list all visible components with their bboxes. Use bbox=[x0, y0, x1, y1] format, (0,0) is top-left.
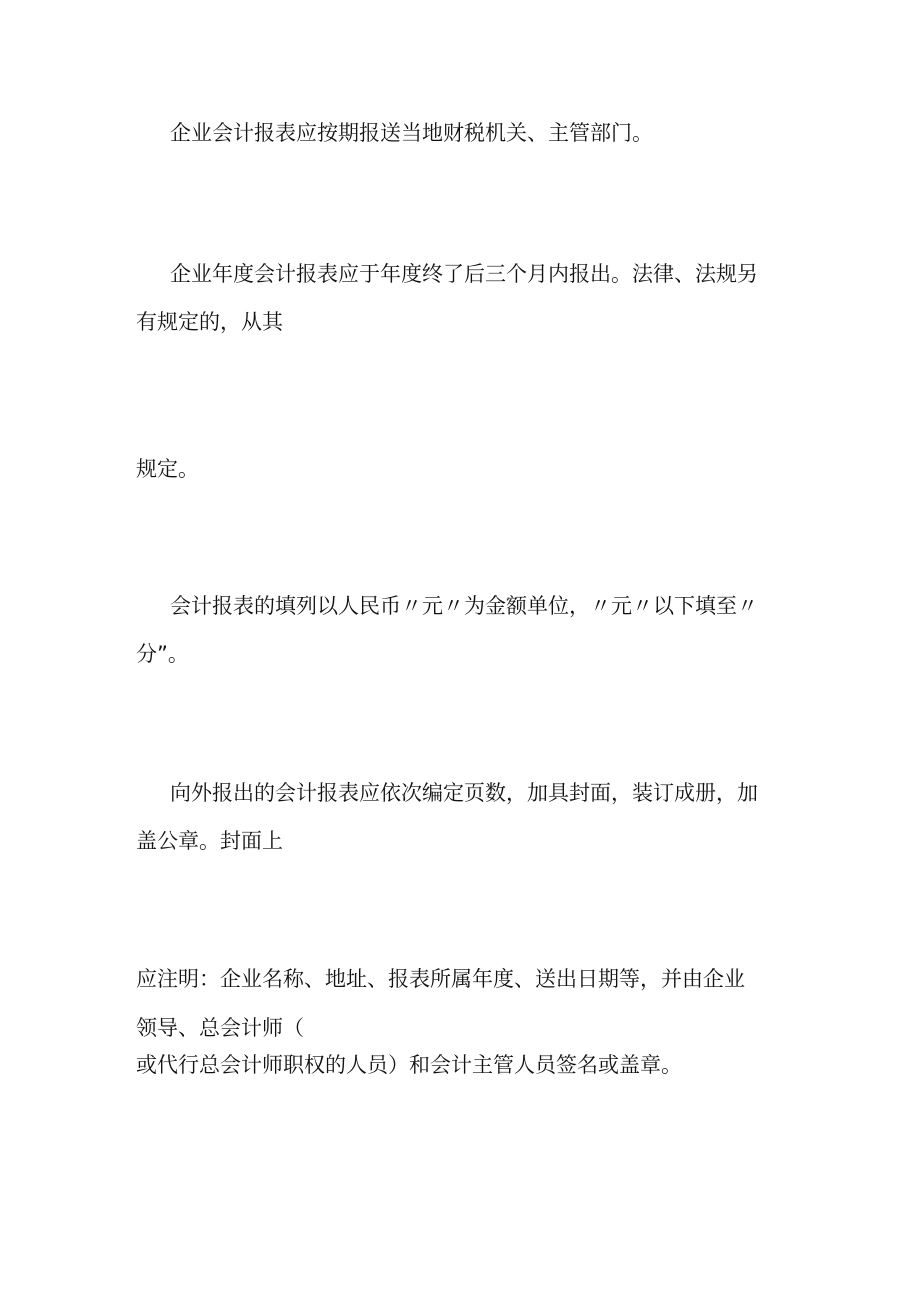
paragraph-6-line-3: 或代行总会计师职权的人员）和会计主管人员签名或盖章。 bbox=[136, 1053, 682, 1077]
paragraph-5-line-2: 盖公章。封面上 bbox=[136, 829, 283, 853]
paragraph-6-line-1: 应注明：企业名称、地址、报表所属年度、送出日期等，并由企业 bbox=[136, 967, 745, 991]
paragraph-2-line-2: 有规定的，从其 bbox=[136, 310, 283, 334]
paragraph-6-line-2: 领导、总会计师（ bbox=[136, 1016, 304, 1040]
paragraph-5-line-1: 向外报出的会计报表应依次编定页数，加具封面，装订成册，加 bbox=[170, 781, 758, 805]
paragraph-1-line-1: 企业会计报表应按期报送当地财税机关、主管部门。 bbox=[170, 121, 653, 145]
paragraph-4-line-1: 会计报表的填列以人民币〃元〃为金额单位，〃元〃以下填至〃 bbox=[170, 594, 758, 618]
paragraph-2-line-1: 企业年度会计报表应于年度终了后三个月内报出。法律、法规另 bbox=[170, 262, 758, 286]
paragraph-4-line-2: 分”。 bbox=[136, 642, 189, 666]
paragraph-3-line-1: 规定。 bbox=[136, 457, 199, 481]
